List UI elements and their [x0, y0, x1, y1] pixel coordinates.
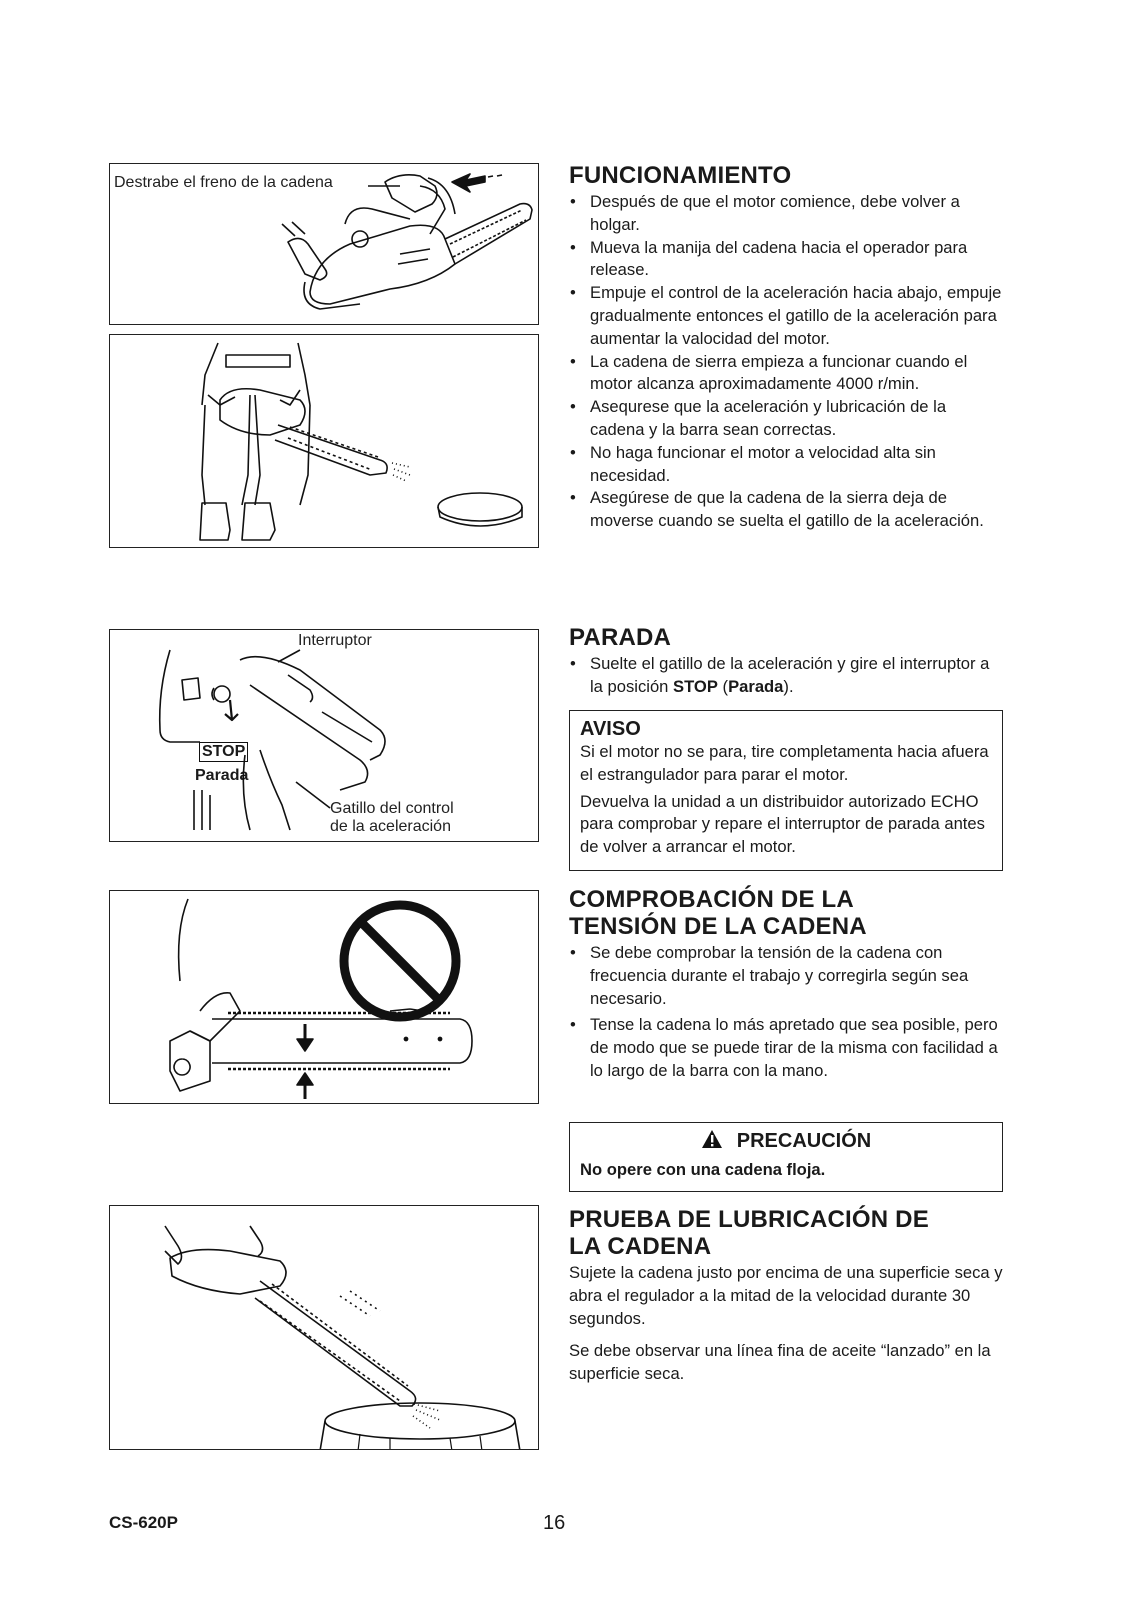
page-number: 16: [543, 1512, 566, 1534]
figure-operator-running-saw: [109, 334, 539, 548]
lubrication-paragraph-1: Sujete la cadena justo por encima de una superficie seca y abra el regulador a la mitad de la velocidad durante 30 segundos.: [569, 1263, 1003, 1328]
figure-stop-switch: [109, 629, 539, 842]
precaucion-text: No opere con una cadena floja.: [580, 1160, 826, 1179]
stop-switch-illustration: [110, 630, 539, 842]
throttle-label-line1: Gatillo del control: [330, 800, 454, 817]
list-item: • Tense la cadena lo más apretado que sea posible, pero de modo que se puede tirar de la misma con facilidad a lo largo de la barra con la mano.: [569, 1014, 1005, 1082]
funcionamiento-title: FUNCIONAMIENTO: [569, 162, 792, 189]
figure-chain-tension: [109, 890, 539, 1104]
lubrication-title-line2: LA CADENA: [569, 1233, 712, 1260]
parada-word: Parada: [728, 676, 784, 696]
aviso-paragraph-2: Devuelva la unidad a un distribuidor autorizado ECHO para comprobar y repare el interruptor de parada antes de volver a arrancar el motor.: [580, 791, 985, 857]
tension-title-line2: TENSIÓN DE LA CADENA: [569, 913, 867, 940]
aviso-paragraph-1: Si el motor no se para, tire completamenta hacia afuera el estrangulador para parar el motor.: [580, 742, 989, 784]
warning-triangle-icon: [701, 1129, 723, 1149]
section-funcionamiento: [569, 162, 1005, 533]
lubrication-paragraph-2: Se debe observar una línea fina de aceite “lanzado” en la superficie seca.: [569, 1341, 991, 1384]
parada-label: Parada: [195, 767, 249, 784]
figure-lubrication-test: [109, 1205, 539, 1450]
list-item: • Asegúrese de que la cadena de la sierra deja de moverse cuando se suelta el gatillo de la aceleración.: [569, 487, 1005, 533]
tension-list: [569, 942, 1005, 1083]
aviso-title: AVISO: [580, 718, 641, 740]
list-item: • Empuje el control de la aceleración hacia abajo, empuje gradualmente entonces el gatillo de la aceleración para aumentar la valocidad del motor.: [569, 282, 1005, 350]
throttle-label-line2: de la aceleración: [330, 818, 451, 835]
list-item: • Se debe comprobar la tensión de la cadena con frecuencia durante el trabajo y corregirla según sea necesario.: [569, 942, 1005, 1010]
section-chain-tension: [569, 886, 1005, 1083]
list-item: • Mueva la manija del cadena hacia el operador para release.: [569, 237, 1005, 283]
precaucion-header: [580, 1129, 992, 1155]
stop-label: STOP: [199, 742, 248, 762]
parada-stop-word: STOP: [673, 676, 718, 696]
list-item: • Asequrese que la aceleración y lubricación de la cadena y la barra sean correctas.: [569, 396, 1005, 442]
lubrication-title-line1: PRUEBA DE LUBRICACIÓN DE: [569, 1206, 929, 1233]
section-lubrication: [569, 1206, 1005, 1386]
list-item: • La cadena de sierra empieza a funcionar cuando el motor alcanza aproximadamente 4000 r/min.: [569, 351, 1005, 397]
operator-illustration: [110, 335, 539, 548]
parada-text: Suelte el gatillo de la aceleración y gire el interruptor a la posición: [590, 654, 990, 696]
figure-chain-brake-release: [109, 163, 539, 325]
list-item: • Después de que el motor comience, debe volver a holgar.: [569, 191, 1005, 237]
parada-paren-open: (: [717, 676, 729, 696]
chainsaw-brake-illustration: [110, 164, 539, 325]
switch-label: Interruptor: [298, 632, 372, 649]
list-item: [569, 653, 1005, 699]
aviso-box: [569, 710, 1003, 871]
lubrication-illustration: [110, 1206, 539, 1450]
precaucion-title: PRECAUCIÓN: [736, 1130, 872, 1152]
precaucion-box: [569, 1122, 1003, 1192]
list-item: • No haga funcionar el motor a velocidad alta sin necesidad.: [569, 442, 1005, 488]
funcionamiento-list: [569, 191, 1005, 533]
parada-list: [569, 653, 1005, 699]
section-parada: [569, 624, 1005, 699]
model-number: CS-620P: [109, 1513, 178, 1532]
parada-paren-close: ).: [783, 676, 794, 696]
parada-title: PARADA: [569, 624, 672, 651]
chain-brake-label: Destrabe el freno de la cadena: [114, 174, 333, 191]
loose-chain-illustration: [110, 891, 539, 1104]
tension-title-line1: COMPROBACIÓN DE LA: [569, 886, 854, 913]
